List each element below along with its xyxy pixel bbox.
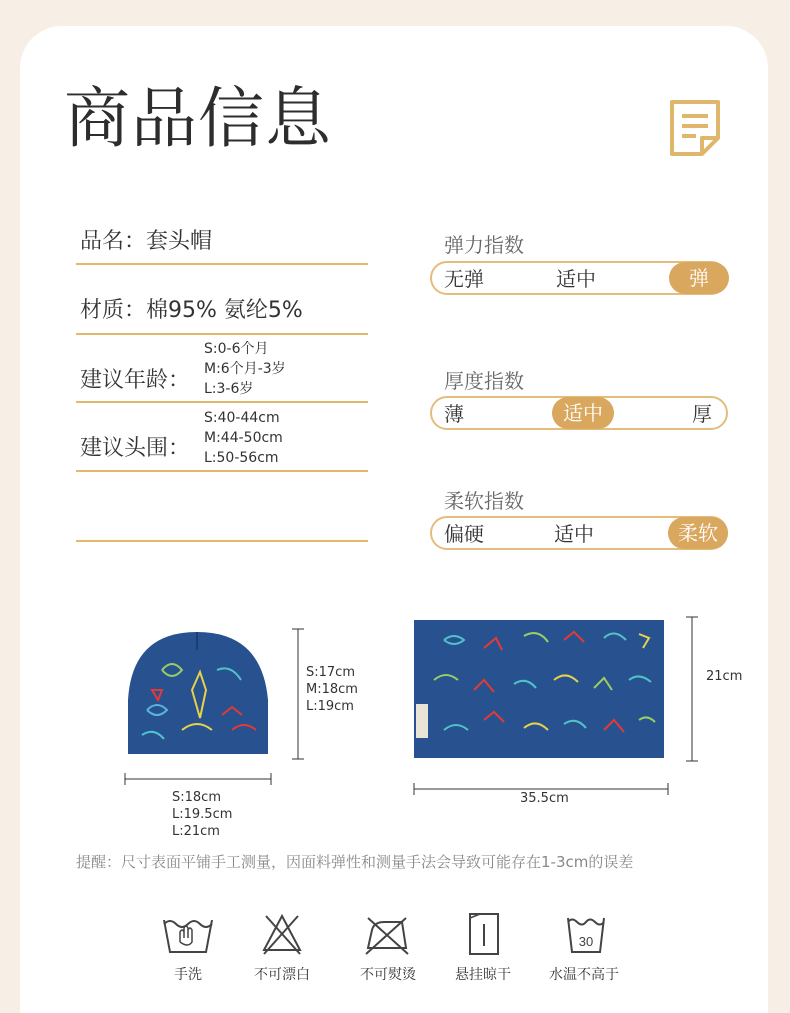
spec-row-name <box>76 210 368 265</box>
page-title: 商品信息 <box>64 80 332 157</box>
hat-height-s: S:17cm <box>306 665 355 680</box>
hand-wash-icon <box>162 912 214 956</box>
care-label-no-bleach: 不可漂白 <box>254 967 310 983</box>
hat-height-m: M:18cm <box>306 682 358 697</box>
flat-height-ruler <box>682 616 702 762</box>
softness-opt-low: 偏硬 <box>444 522 484 546</box>
hat-image <box>122 630 272 758</box>
spec-row-material <box>76 265 368 335</box>
elasticity-scale <box>430 261 728 295</box>
spec-age-label: 建议年龄： <box>80 368 191 393</box>
hat-width-ruler <box>124 772 272 786</box>
elasticity-title: 弹力指数 <box>444 233 524 257</box>
care-label-hang-dry: 悬挂晾干 <box>455 967 511 983</box>
elasticity-opt-high-selected: 弹 <box>669 262 729 294</box>
age-value-m: M:6个月-3岁 <box>204 361 286 377</box>
no-bleach-icon <box>260 912 304 956</box>
softness-title: 柔软指数 <box>444 489 524 513</box>
age-value-s: S:0-6个月 <box>204 341 269 357</box>
document-icon <box>668 98 724 158</box>
spec-head-label: 建议头围： <box>80 436 191 461</box>
thickness-title: 厚度指数 <box>444 369 524 393</box>
hat-width-m: L:19.5cm <box>172 807 233 822</box>
thickness-scale <box>430 396 728 430</box>
spec-row-age <box>76 335 368 403</box>
hat-height-l: L:19cm <box>306 699 354 714</box>
flat-fabric-image <box>414 620 664 758</box>
head-values <box>204 408 283 468</box>
spec-row-head <box>76 403 368 472</box>
care-label-no-iron: 不可熨烫 <box>360 967 416 983</box>
hat-width-values <box>172 789 232 840</box>
elasticity-opt-mid: 适中 <box>556 267 596 291</box>
elasticity-opt-low: 无弹 <box>444 267 484 291</box>
softness-opt-high-selected: 柔软 <box>668 517 728 549</box>
flat-width-value: 35.5cm <box>520 791 569 806</box>
no-iron-icon <box>362 912 412 956</box>
head-value-s: S:40-44cm <box>204 410 280 426</box>
thickness-opt-mid-selected: 适中 <box>552 397 614 429</box>
hat-width-l: L:21cm <box>172 824 220 839</box>
care-label-wash-temp: 水温不高于 <box>549 967 619 983</box>
softness-opt-mid: 适中 <box>554 522 594 546</box>
softness-scale <box>430 516 728 550</box>
age-value-l: L:3-6岁 <box>204 381 254 397</box>
head-value-l: L:50-56cm <box>204 450 279 466</box>
care-label-hand-wash: 手洗 <box>174 967 202 983</box>
age-values <box>204 339 286 399</box>
hat-width-s: S:18cm <box>172 790 221 805</box>
thickness-opt-high: 厚 <box>692 402 712 426</box>
flat-height-value: 21cm <box>706 669 743 684</box>
hang-dry-icon <box>468 912 500 956</box>
hat-height-ruler <box>288 628 308 760</box>
head-value-m: M:44-50cm <box>204 430 283 446</box>
spec-material-text: 材质：棉95% 氨纶5% <box>80 298 303 323</box>
wash-30-icon <box>566 912 606 956</box>
thickness-opt-low: 薄 <box>444 402 464 426</box>
hat-height-values <box>306 664 358 715</box>
spec-name-text: 品名：套头帽 <box>80 229 213 254</box>
measurement-note: 提醒：尺寸表面平铺手工测量，因面料弹性和测量手法会导致可能存在1-3cm的误差 <box>76 853 634 871</box>
wash-temp-value: 30 <box>578 934 594 949</box>
spec-row-empty <box>76 472 368 542</box>
